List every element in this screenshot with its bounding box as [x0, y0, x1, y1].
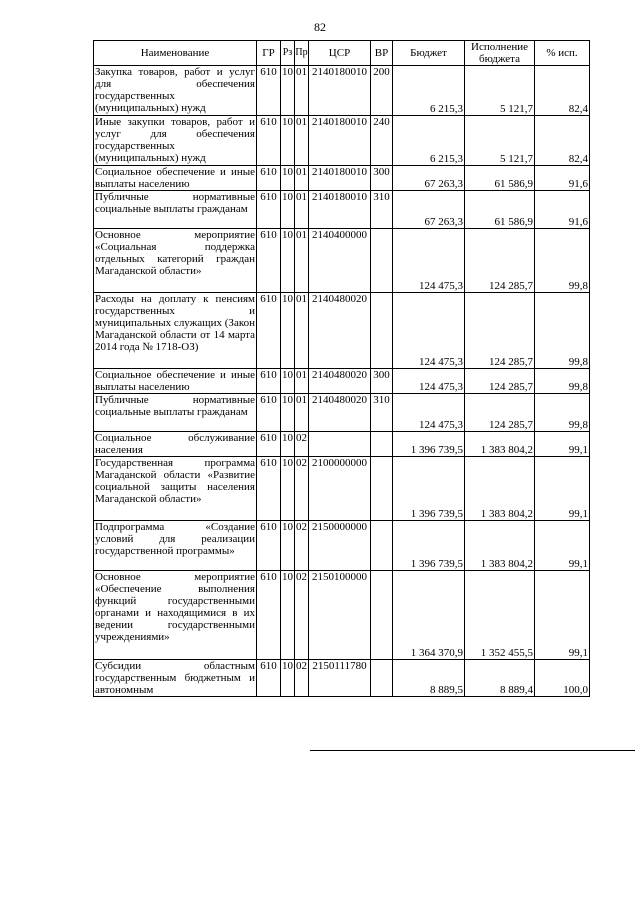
- cell-name: Основное мероприятие «Обеспечение выполнения функций государственными органами и находящимися в их ведении государственными учреждениями»: [94, 571, 257, 660]
- cell-rz: 10: [281, 191, 295, 229]
- cell-vr: 310: [371, 191, 393, 229]
- cell-budget: 124 475,3: [393, 293, 465, 369]
- budget-table: [93, 40, 590, 697]
- cell-name: Подпрограмма «Создание условий для реализации государственной программы»: [94, 521, 257, 571]
- cell-vr: [371, 521, 393, 571]
- cell-budget: 1 396 739,5: [393, 521, 465, 571]
- cell-vr: [371, 457, 393, 521]
- cell-pr: 01: [295, 293, 309, 369]
- cell-name: Закупка товаров, работ и услуг для обеспечения государственных (муниципальных) нужд: [95, 66, 255, 114]
- cell-percent: 82,4: [535, 116, 590, 166]
- cell-csr: 2140180010: [309, 116, 371, 166]
- cell-percent: 91,6: [535, 191, 590, 229]
- cell-gr: 610: [257, 66, 281, 116]
- cell-vr: [371, 432, 393, 457]
- cell-pr: 01: [295, 116, 309, 166]
- cell-percent: 99,8: [535, 229, 590, 293]
- cell-percent: 91,6: [535, 166, 590, 191]
- cell-rz: 10: [281, 66, 295, 116]
- cell-rz: 10: [281, 369, 295, 394]
- cell-csr: [309, 432, 371, 457]
- header-budget: Бюджет: [393, 41, 465, 66]
- cell-budget: 6 215,3: [393, 116, 465, 166]
- cell-vr: [371, 229, 393, 293]
- cell-vr: 240: [371, 116, 393, 166]
- cell-execution: 124 285,7: [465, 229, 535, 293]
- cell-csr: 2150000000: [309, 521, 371, 571]
- table-row: [94, 521, 590, 571]
- cell-budget: 124 475,3: [393, 394, 465, 432]
- cell-csr: 2100000000: [309, 457, 371, 521]
- cell-percent: 99,1: [535, 571, 590, 660]
- table-header-row: [94, 41, 590, 66]
- cell-gr: 610: [257, 166, 281, 191]
- cell-budget: 1 396 739,5: [393, 432, 465, 457]
- cell-name: Иные закупки товаров, работ и услуг для обеспечения государственных (муниципальных) нужд: [95, 116, 255, 164]
- cell-budget: 8 889,5: [393, 660, 465, 697]
- header-execution: Исполнение бюджета: [465, 41, 535, 66]
- cell-gr: 610: [257, 394, 281, 432]
- cell-execution: 5 121,7: [465, 66, 535, 116]
- cell-gr: 610: [257, 229, 281, 293]
- cell-csr: 2140180010: [309, 66, 371, 116]
- cell-pr: 02: [295, 660, 309, 697]
- cell-gr: 610: [257, 432, 281, 457]
- cell-budget: 6 215,3: [393, 66, 465, 116]
- bottom-rule: [310, 750, 635, 751]
- cell-gr: 610: [257, 457, 281, 521]
- table-row: [94, 571, 590, 660]
- table-row: [94, 229, 590, 293]
- cell-execution: 1 383 804,2: [465, 457, 535, 521]
- cell-pr: 01: [295, 191, 309, 229]
- cell-rz: 10: [281, 660, 295, 697]
- table-row: [94, 394, 590, 432]
- cell-gr: 610: [257, 191, 281, 229]
- cell-csr: 2140480020: [309, 369, 371, 394]
- cell-rz: 10: [281, 571, 295, 660]
- cell-name: Социальное обслуживание населения: [95, 432, 255, 456]
- cell-pr: 01: [295, 229, 309, 293]
- cell-pr: 01: [295, 66, 309, 116]
- table-row: [94, 116, 590, 166]
- table-row: [94, 432, 590, 457]
- header-rz: Рз: [281, 41, 295, 66]
- cell-rz: 10: [281, 394, 295, 432]
- header-name: Наименование: [94, 41, 257, 66]
- cell-rz: 10: [281, 521, 295, 571]
- table-row: [94, 166, 590, 191]
- table-row: [94, 457, 590, 521]
- header-gr: ГР: [257, 41, 281, 66]
- cell-rz: 10: [281, 229, 295, 293]
- table-body: [94, 66, 590, 697]
- cell-percent: 99,1: [535, 432, 590, 457]
- header-percent: % исп.: [535, 41, 590, 66]
- cell-pr: 01: [295, 166, 309, 191]
- cell-execution: 61 586,9: [465, 191, 535, 229]
- cell-budget: 124 475,3: [393, 229, 465, 293]
- cell-csr: 2140480020: [309, 293, 371, 369]
- header-vr: ВР: [371, 41, 393, 66]
- cell-execution: 124 285,7: [465, 394, 535, 432]
- cell-budget: 67 263,3: [393, 191, 465, 229]
- cell-gr: 610: [257, 369, 281, 394]
- cell-execution: 124 285,7: [465, 293, 535, 369]
- cell-vr: [371, 571, 393, 660]
- cell-pr: 02: [295, 571, 309, 660]
- cell-execution: 1 383 804,2: [465, 521, 535, 571]
- cell-name: Субсидии областным государственным бюджетным и автономным: [95, 660, 255, 696]
- cell-name: Расходы на доплату к пенсиям государственных и муниципальных служащих (Закон Магаданской области от 14 марта 2014 года № 1718-ОЗ): [94, 293, 257, 369]
- cell-budget: 1 396 739,5: [393, 457, 465, 521]
- cell-name: Публичные нормативные социальные выплаты гражданам: [94, 394, 257, 432]
- cell-percent: 99,1: [535, 521, 590, 571]
- cell-gr: 610: [257, 293, 281, 369]
- cell-name: Основное мероприятие «Социальная поддержка отдельных категорий граждан Магаданской области»: [94, 229, 257, 293]
- cell-csr: 2140400000: [309, 229, 371, 293]
- cell-vr: 300: [371, 369, 393, 394]
- cell-vr: 200: [371, 66, 393, 116]
- cell-csr: 2150111780: [309, 660, 371, 697]
- cell-gr: 610: [257, 660, 281, 697]
- table-row: [94, 191, 590, 229]
- cell-execution: 8 889,4: [465, 660, 535, 697]
- cell-execution: 1 352 455,5: [465, 571, 535, 660]
- cell-vr: 310: [371, 394, 393, 432]
- table-row: [94, 369, 590, 394]
- cell-csr: 2140180010: [309, 166, 371, 191]
- cell-execution: 61 586,9: [465, 166, 535, 191]
- header-csr: ЦСР: [309, 41, 371, 66]
- header-pr: Пр: [295, 41, 309, 66]
- cell-execution: 5 121,7: [465, 116, 535, 166]
- cell-percent: 99,8: [535, 394, 590, 432]
- table-row: [94, 293, 590, 369]
- cell-vr: [371, 293, 393, 369]
- cell-pr: 02: [295, 457, 309, 521]
- cell-gr: 610: [257, 571, 281, 660]
- cell-budget: 67 263,3: [393, 166, 465, 191]
- cell-vr: [371, 660, 393, 697]
- cell-budget: 124 475,3: [393, 369, 465, 394]
- cell-name: Публичные нормативные социальные выплаты гражданам: [94, 191, 257, 229]
- cell-rz: 10: [281, 166, 295, 191]
- cell-execution: 124 285,7: [465, 369, 535, 394]
- cell-vr: 300: [371, 166, 393, 191]
- cell-csr: 2140180010: [309, 191, 371, 229]
- cell-rz: 10: [281, 457, 295, 521]
- cell-name: Социальное обеспечение и иные выплаты населению: [95, 369, 255, 393]
- table-row: [94, 660, 590, 697]
- cell-name: Социальное обеспечение и иные выплаты населению: [95, 166, 255, 190]
- cell-execution: 1 383 804,2: [465, 432, 535, 457]
- cell-pr: 02: [295, 521, 309, 571]
- cell-rz: 10: [281, 116, 295, 166]
- cell-percent: 99,1: [535, 457, 590, 521]
- cell-rz: 10: [281, 432, 295, 457]
- cell-percent: 100,0: [535, 660, 590, 697]
- cell-pr: 01: [295, 369, 309, 394]
- cell-pr: 02: [295, 432, 309, 457]
- cell-gr: 610: [257, 116, 281, 166]
- cell-pr: 01: [295, 394, 309, 432]
- cell-gr: 610: [257, 521, 281, 571]
- cell-csr: 2140480020: [309, 394, 371, 432]
- page-number: 82: [314, 20, 326, 34]
- cell-percent: 99,8: [535, 369, 590, 394]
- cell-csr: 2150100000: [309, 571, 371, 660]
- cell-name: Государственная программа Магаданской области «Развитие социальной защиты населения Магаданской области»: [94, 457, 257, 521]
- cell-rz: 10: [281, 293, 295, 369]
- cell-percent: 99,8: [535, 293, 590, 369]
- cell-budget: 1 364 370,9: [393, 571, 465, 660]
- cell-percent: 82,4: [535, 66, 590, 116]
- table-row: [94, 66, 590, 116]
